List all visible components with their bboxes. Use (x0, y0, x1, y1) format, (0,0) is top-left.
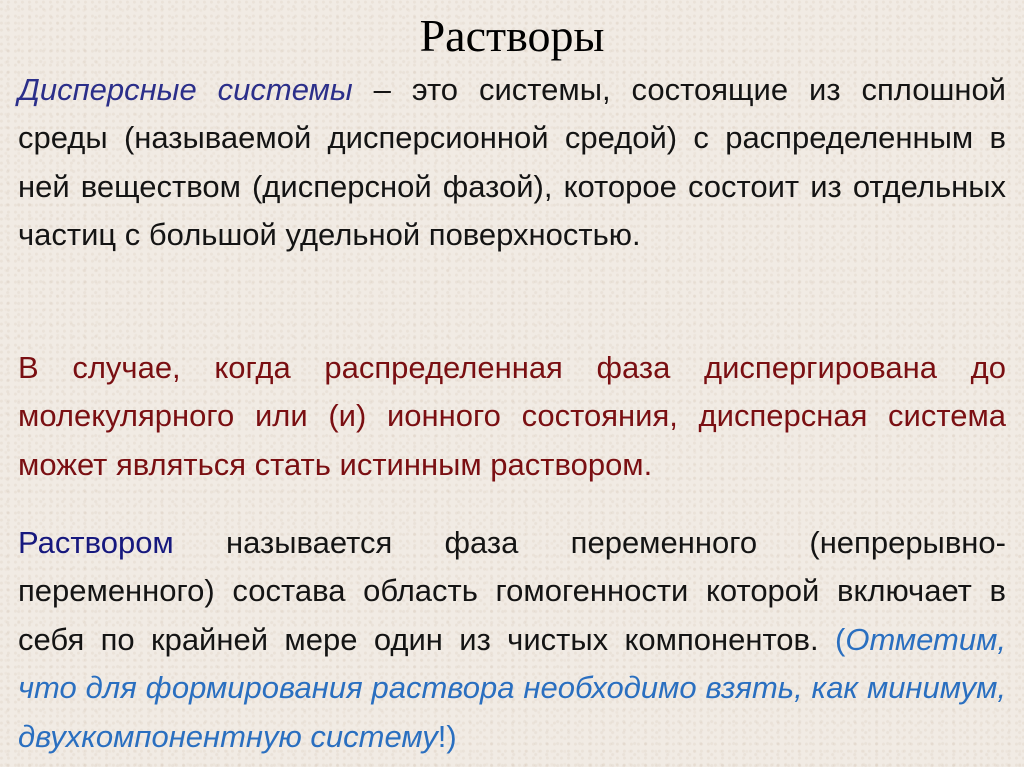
note-text: Отметим, что для формирования раствора необходимо взять, как минимум, двухкомпонентную систему (18, 621, 1006, 754)
term-dispersed-systems: Дисперсные системы (18, 72, 353, 107)
true-solution-paragraph: В случае, когда распределенная фаза диспергирована до молекулярного или (и) ионного состояния, дисперсная система может являться стать истинным раствором. (18, 350, 1006, 482)
solution-definition-text: называется фаза переменного (непрерывно-переменного) состава область гомогенности которой включает в себя по крайней мере один из чистых компонентов. (18, 525, 1006, 657)
note-close-paren: !) (437, 718, 457, 754)
definition-solution (18, 519, 1006, 761)
term-solution: Раствором (18, 525, 174, 560)
note-open-paren: ( (835, 621, 846, 657)
definition-text: – это системы, состоящие из сплошной среды (называемой дисперсионной средой) с распределенным в ней веществом (дисперсной фазой), которое состоит из отдельных частиц с большой удельной поверхностью. (18, 72, 1006, 253)
definition-dispersed-systems (18, 66, 1006, 260)
slide-title: Растворы (419, 10, 605, 61)
